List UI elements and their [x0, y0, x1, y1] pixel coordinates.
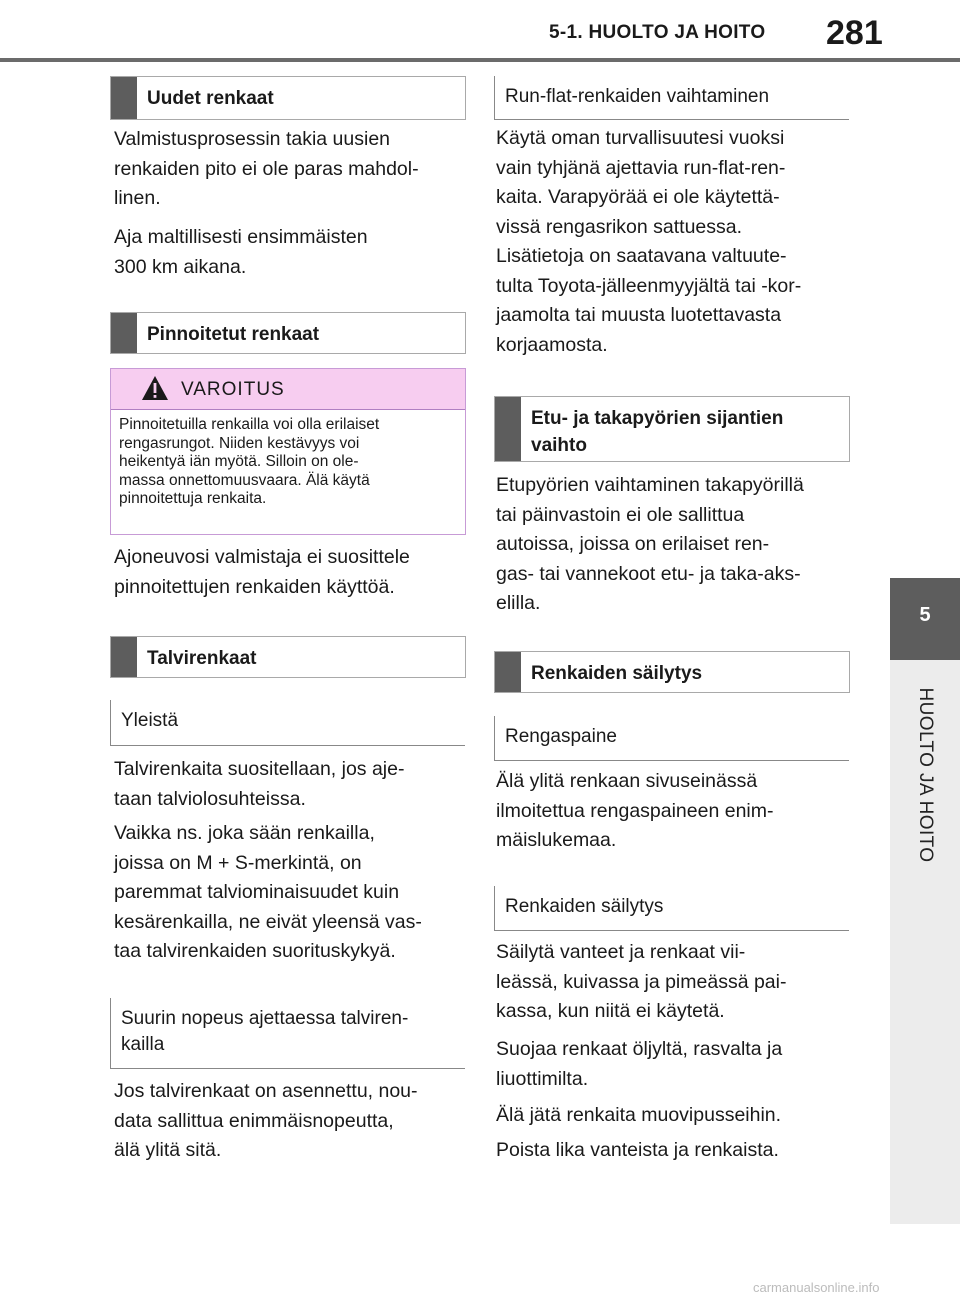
heading-text: Talvirenkaat	[147, 648, 257, 669]
heading-uudet-renkaat	[110, 76, 466, 120]
paragraph: Vaikka ns. joka sään renkailla, joissa on M + S-merkintä, on paremmat talviominaisuudet kuin kesärenkailla, ne eivät yleensä vas- taa talvirenkaiden suorituskykyä.	[114, 822, 422, 962]
watermark: carmanualsonline.info	[753, 1280, 880, 1295]
heading-talvirenkaat	[110, 636, 466, 678]
paragraph: Jos talvirenkaat on asennettu, nou- data sallittua enimmäisnopeutta, älä ylitä sitä.	[114, 1080, 418, 1161]
subheading-run-flat: Run-flat-renkaiden vaihtaminen	[494, 76, 849, 120]
warning-text: Pinnoitetuilla renkailla voi olla erilaiset rengasrungot. Niiden kestävyys voi heikentyä iän myötä. Silloin on ole- massa onnettomuusvaara. Älä käytä pinnoitettuja renkaita.	[119, 416, 380, 507]
header-rule	[0, 58, 960, 62]
paragraph: Poista lika vanteista ja renkaista.	[496, 1139, 779, 1161]
warning-box	[110, 368, 466, 535]
subheading-yleista: Yleistä	[110, 700, 465, 746]
paragraph: Aja maltillisesti ensimmäisten 300 km aikana.	[114, 226, 368, 278]
subheading-suurin-nopeus: Suurin nopeus ajettaessa talviren- kailla	[110, 998, 465, 1069]
paragraph: Älä jätä renkaita muovipusseihin.	[496, 1104, 782, 1126]
heading-text: Pinnoitetut renkaat	[147, 324, 320, 345]
paragraph: Etupyörien vaihtaminen takapyörillä tai päinvastoin ei ole sallittua autoissa, joissa on erilaiset ren- gas- tai vannekoot etu- ja taka-aks- elilla.	[496, 474, 804, 614]
paragraph: Talvirenkaita suositellaan, jos aje- taan talviolosuhteissa.	[114, 758, 405, 810]
subheading-renkaiden-sailytys: Renkaiden säilytys	[494, 886, 849, 931]
paragraph: Valmistusprosessin takia uusien renkaiden pito ei ole paras mahdol- linen.	[114, 128, 419, 209]
chapter-number: 5	[919, 604, 931, 626]
heading-renkaiden-vaihto	[494, 396, 850, 462]
heading-renkaiden-sailytys	[494, 651, 850, 693]
section-title: 5-1. HUOLTO JA HOITO	[549, 22, 766, 43]
paragraph: Ajoneuvosi valmistaja ei suosittele pinnoitettujen renkaiden käyttöä.	[114, 546, 410, 598]
warning-title: VAROITUS	[181, 379, 285, 400]
chapter-label: HUOLTO JA HOITO	[915, 687, 936, 863]
paragraph: Säilytä vanteet ja renkaat vii- leässä, kuivassa ja pimeässä pai- kassa, kun niitä ei käytetä.	[496, 941, 787, 1022]
paragraph: Älä ylitä renkaan sivuseinässä ilmoitettua rengaspaineen enim- mäislukemaa.	[496, 770, 774, 851]
paragraph: Käytä oman turvallisuutesi vuoksi vain tyhjänä ajettavia run-flat-ren- kaita. Varapyörää ei ole käytettä- vissä rengasrikon sattuessa. Lisätietoja on saatavana valtuute- tulta Toyota-jälleenmyyjältä tai -kor- jaamolta tai muusta luotettavasta korjaamosta.	[496, 127, 802, 356]
page-number: 281	[826, 14, 883, 52]
warning-triangle-icon	[141, 375, 169, 401]
heading-text: Etu- ja takapyörien sijantien vaihto	[531, 408, 784, 456]
paragraph: Suojaa renkaat öljyltä, rasvalta ja liuottimilta.	[496, 1038, 783, 1090]
subheading-rengaspaine: Rengaspaine	[494, 716, 849, 761]
heading-text: Uudet renkaat	[147, 88, 274, 109]
heading-pinnoitetut-renkaat	[110, 312, 466, 354]
heading-text: Renkaiden säilytys	[531, 663, 703, 684]
